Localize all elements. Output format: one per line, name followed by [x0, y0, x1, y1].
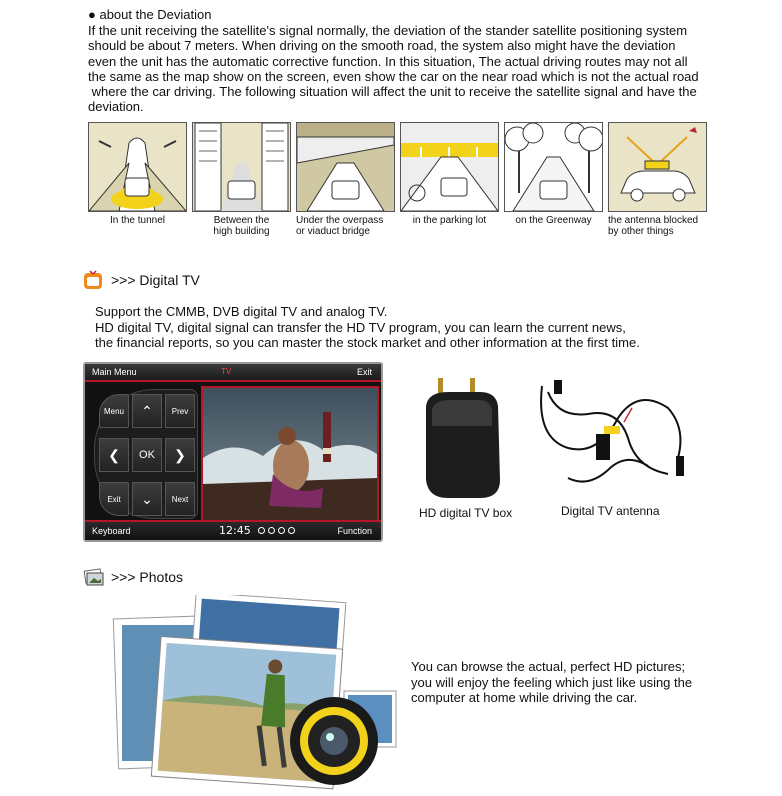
nav-icon [258, 527, 265, 534]
exit-key[interactable]: Exit [99, 482, 129, 516]
scene-caption: the antenna blocked [608, 215, 699, 226]
scene-caption: Under the overpass [296, 215, 384, 226]
scene-caption: high building [213, 226, 270, 237]
tv-bottom-bar [85, 520, 381, 540]
left-arrow-icon[interactable]: ❮ [99, 438, 129, 472]
photos-title: >>> Photos [111, 569, 184, 585]
deviation-line: the same as the map show on the screen, even show the car on the near road which is not the actual road [88, 68, 699, 84]
deviation-paragraph [88, 23, 700, 115]
ok-key[interactable]: OK [132, 438, 162, 472]
tv-icon [83, 270, 103, 290]
hd-tv-box-image [418, 376, 518, 504]
next-key[interactable]: Next [165, 482, 195, 516]
antenna-blocked-illustration [608, 122, 707, 212]
tv-top-bar [85, 364, 381, 382]
tv-screen-mockup [83, 362, 383, 542]
buildings-illustration [192, 122, 291, 212]
antenna-caption: Digital TV antenna [561, 504, 660, 518]
tv-mode-label: TV [221, 367, 232, 376]
keyboard-button[interactable]: Keyboard [92, 526, 131, 536]
scene-tunnel [88, 122, 187, 226]
photos-icon [83, 567, 103, 587]
tv-video-frame [201, 386, 379, 522]
scene-caption: by other things [608, 226, 674, 237]
scene-caption: In the tunnel [109, 215, 166, 226]
scene-high-building [192, 122, 291, 237]
scene-parking-lot [400, 122, 499, 226]
deviation-line: If the unit receiving the satellite's signal normally, the deviation of the stander satellite positioning system [88, 23, 688, 38]
deviation-line: deviation. [88, 99, 144, 115]
scene-caption: in the parking lot [412, 215, 487, 226]
parking-lot-illustration [400, 122, 499, 212]
digital-tv-title: >>> Digital TV [111, 272, 200, 288]
media-icon [268, 527, 275, 534]
signal-icon [288, 527, 295, 534]
scene-caption: or viaduct bridge [296, 226, 370, 237]
hd-tv-box-caption: HD digital TV box [419, 506, 513, 520]
photos-header [83, 567, 183, 587]
scene-greenway [504, 122, 603, 226]
scene-antenna-blocked [608, 122, 707, 237]
overpass-illustration [296, 122, 395, 212]
photo-collage-image [112, 595, 402, 793]
tv-antenna-image [528, 378, 696, 498]
photos-line: You can browse the actual, perfect HD pictures; [411, 659, 686, 674]
digital-tv-line: Support the CMMB, DVB digital TV and analog TV. [95, 304, 388, 319]
digital-tv-line: the financial reports, so you can master the stock market and other information at the first time. [95, 335, 640, 350]
function-button[interactable]: Function [337, 526, 372, 536]
deviation-line: even the unit has the automatic corrective function. In this situation, The actual driving routes may not all [88, 53, 688, 69]
down-arrow-icon[interactable]: ⌄ [132, 482, 162, 516]
status-icons [258, 527, 298, 536]
photos-line: you will enjoy the feeling which just like using the [411, 674, 693, 690]
deviation-scenes [88, 122, 708, 242]
tv-control-pad [94, 389, 198, 519]
deviation-heading: ● about the Deviation [88, 7, 212, 22]
main-menu-button[interactable]: Main Menu [92, 367, 137, 377]
digital-tv-paragraph [95, 304, 640, 351]
deviation-line: should be about 7 meters. When driving on the smooth road, the system also might have the deviation [88, 38, 676, 54]
scene-overpass [296, 122, 395, 237]
scene-caption: on the Greenway [515, 215, 592, 226]
clock-time: 12:45 [219, 524, 251, 537]
photos-line: computer at home while driving the car. [411, 690, 638, 705]
deviation-line: where the car driving. The following situation will affect the unit to receive the satellite signal and have the [88, 84, 697, 100]
exit-top-button[interactable]: Exit [356, 367, 372, 377]
scene-caption: Between the [213, 215, 270, 226]
up-arrow-icon[interactable]: ⌃ [132, 394, 162, 428]
digital-tv-line: HD digital TV, digital signal can transfer the HD TV program, you can learn the current news, [95, 319, 626, 335]
right-arrow-icon[interactable]: ❯ [165, 438, 195, 472]
photos-paragraph [411, 659, 692, 706]
digital-tv-header [83, 270, 200, 290]
greenway-illustration [504, 122, 603, 212]
bluetooth-icon [278, 527, 285, 534]
tunnel-illustration [88, 122, 187, 212]
menu-key[interactable]: Menu [99, 394, 129, 428]
prev-key[interactable]: Prev [165, 394, 195, 428]
